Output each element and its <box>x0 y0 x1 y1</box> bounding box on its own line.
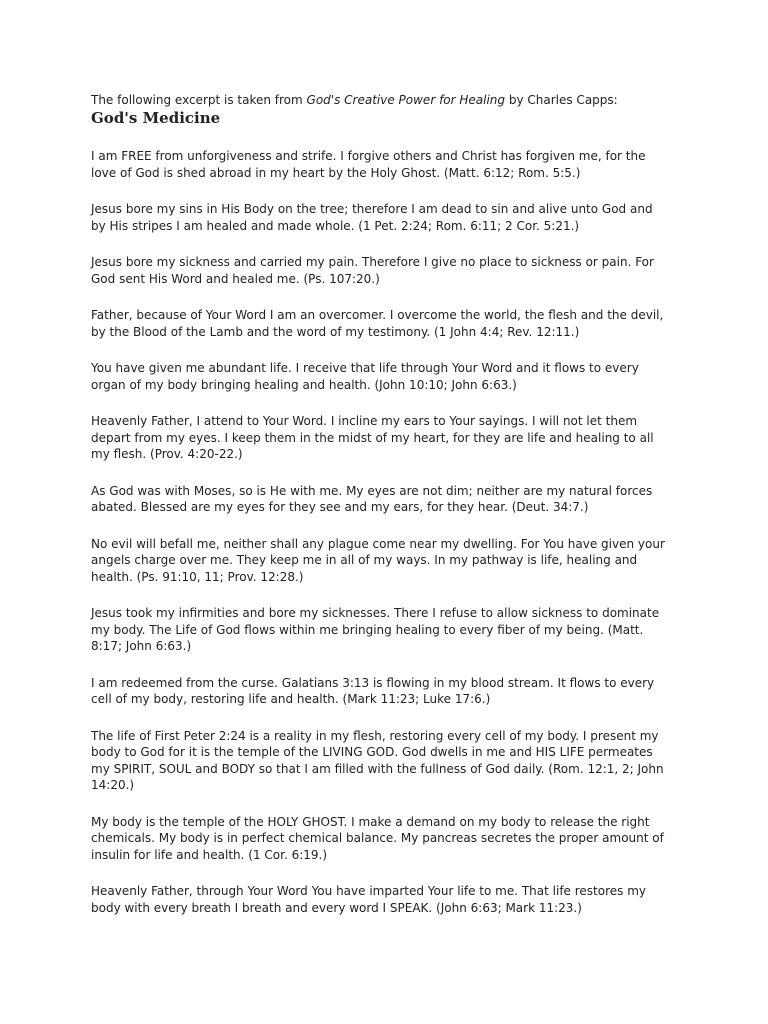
paragraph-8: No evil will befall me, neither shall any plague come near my dwelling. For You have given your angels charge over me. They keep me in all of my ways. In my pathway is life, healing and health. (Ps. 91:10, 11; Prov. 12:28.) <box>91 536 665 584</box>
paragraph-10: I am redeemed from the curse. Galatians 3:13 is flowing in my blood stream. It flows to every cell of my body, restoring life and health. (Mark 11:23; Luke 17:6.) <box>91 675 655 706</box>
paragraph-1: I am FREE from unforgiveness and strife. I forgive others and Christ has forgiven me, for the love of God is shed abroad in my heart by the Holy Ghost. (Matt. 6:12; Rom. 5:5.) <box>91 149 646 180</box>
intro-line <box>91 93 668 108</box>
paragraph-5: You have given me abundant life. I receive that life through Your Word and it flows to every organ of my body bringing healing and health. (John 10:10; John 6:63.) <box>91 361 639 392</box>
paragraph-12: My body is the temple of the HOLY GHOST. I make a demand on my body to release the right chemicals. My body is in perfect chemical balance. My pancreas secretes the proper amount of insulin for life and health. (1 Cor. 6:19.) <box>91 814 664 862</box>
paragraph-4: Father, because of Your Word I am an overcomer. I overcome the world, the flesh and the devil, by the Blood of the Lamb and the word of my testimony. (1 John 4:4; Rev. 12:11.) <box>91 308 664 339</box>
intro-text: The following excerpt is taken from <box>91 93 307 107</box>
paragraph-list <box>91 148 668 916</box>
paragraph-6: Heavenly Father, I attend to Your Word. I incline my ears to Your sayings. I will not let them depart from my eyes. I keep them in the midst of my heart, for they are life and healing to all my flesh. (Prov. 4:20-22.) <box>91 414 654 461</box>
paragraph-3: Jesus bore my sickness and carried my pain. Therefore I give no place to sickness or pain. For God sent His Word and healed me. (Ps. 107:20.) <box>91 255 654 286</box>
paragraph-7: As God was with Moses, so is He with me. My eyes are not dim; neither are my natural forces abated. Blessed are my eyes for they see and my ears, for they hear. (Deut. 34:7.) <box>91 483 653 514</box>
document-title: God's Medicine <box>91 109 221 127</box>
paragraph-11: The life of First Peter 2:24 is a reality in my flesh, restoring every cell of my body. I present my body to God for it is the temple of the LIVING GOD. God dwells in me and HIS LIFE permeates my SPIRIT, SOUL and BODY so that I am filled with the fullness of God daily. (Rom. 12:1, 2; John 14:20.) <box>91 728 664 792</box>
paragraph-13: Heavenly Father, through Your Word You have imparted Your life to me. That life restores my body with every breath I breath and every word I SPEAK. (John 6:63; Mark 11:23.) <box>91 884 647 915</box>
intro-author: by Charles Capps: <box>505 93 618 107</box>
paragraph-2: Jesus bore my sins in His Body on the tree; therefore I am dead to sin and alive unto God and by His stripes I am healed and made whole. (1 Pet. 2:24; Rom. 6:11; 2 Cor. 5:21.) <box>91 202 653 233</box>
book-title: God's Creative Power for Healing <box>306 93 506 107</box>
paragraph-9: Jesus took my infirmities and bore my sicknesses. There I refuse to allow sickness to dominate my body. The Life of God flows within me bringing healing to every fiber of my being. (Matt. 8:17; John 6:63.) <box>91 606 660 653</box>
